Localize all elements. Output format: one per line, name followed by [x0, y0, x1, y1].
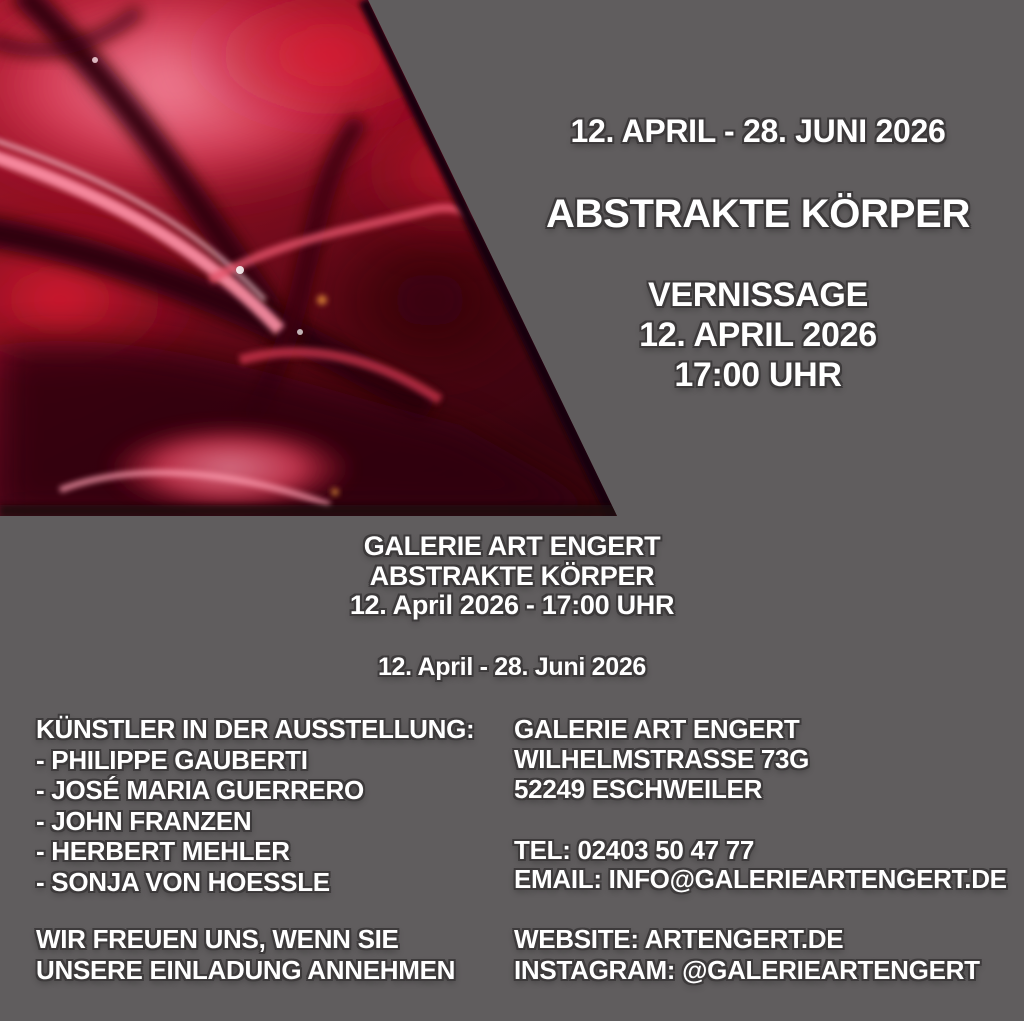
web-social-block	[514, 924, 980, 985]
contact-city: 52249 ESCHWEILER	[514, 774, 763, 804]
contact-street: WILHELMSTRASSE 73G	[514, 744, 810, 774]
exhibition-duration: 12. April - 28. Juni 2026	[377, 653, 647, 681]
artist-item: - JOHN FRANZEN	[36, 805, 252, 836]
vernissage-block	[508, 275, 1008, 395]
details-section	[0, 532, 1024, 621]
contact-tel: TEL: 02403 50 47 77	[514, 835, 755, 865]
exhibition-title: ABSTRAKTE KÖRPER	[545, 192, 971, 236]
contact-email: EMAIL: INFO@GALERIEARTENGERT.DE	[514, 864, 1007, 894]
contact-gallery-name: GALERIE ART ENGERT	[514, 714, 800, 744]
artists-heading: KÜNSTLER IN DER AUSSTELLUNG:	[36, 714, 475, 744]
artist-item: - SONJA VON HOESSLE	[36, 866, 330, 897]
vernissage-time: 17:00 UHR	[674, 356, 842, 394]
contact-website: WEBSITE: ARTENGERT.DE	[514, 924, 844, 954]
artist-item: - JOSÉ MARIA GUERRERO	[36, 775, 364, 805]
address-block	[514, 714, 809, 804]
artist-item: - PHILIPPE GAUBERTI	[36, 744, 308, 775]
exhibition-date-range: 12. APRIL - 28. JUNI 2026	[570, 113, 946, 149]
phone-email-block	[514, 836, 1007, 894]
closing-line-2: UNSERE EINLADUNG ANNEHMEN	[36, 954, 456, 985]
gallery-name: GALERIE ART ENGERT	[363, 531, 661, 561]
closing-invitation	[36, 924, 455, 985]
vernissage-label: VERNISSAGE	[648, 276, 868, 314]
vernissage-date: 12. APRIL 2026	[639, 316, 877, 354]
artist-item: - HERBERT MEHLER	[36, 836, 290, 866]
exhibition-title-repeat: ABSTRAKTE KÖRPER	[369, 560, 655, 591]
artists-section	[36, 714, 474, 897]
contact-instagram: INSTAGRAM: @GALERIEARTENGERT	[514, 954, 980, 985]
red-foil-artwork-image	[0, 0, 620, 516]
opening-datetime: 12. April 2026 - 17:00 UHR	[349, 590, 675, 620]
closing-line-1: WIR FREUEN UNS, WENN SIE	[36, 924, 399, 954]
